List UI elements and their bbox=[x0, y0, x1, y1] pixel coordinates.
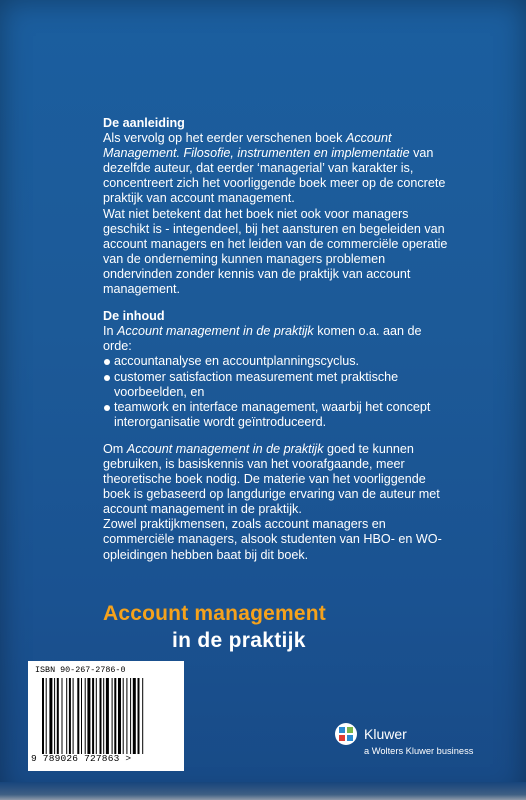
closing-paragraph-1 bbox=[103, 442, 449, 517]
inhoud-intro bbox=[103, 324, 449, 354]
aanleiding-p1-end: van dezelfde auteur, dat eerder ‘managerial’ van karakter is, concentreert zich het voorliggende boek meer op de concrete praktijk van account management. bbox=[103, 146, 446, 206]
list-item: accountanalyse en accountplanningscyclus. bbox=[103, 354, 449, 369]
closing-p1-end: goed te kunnen gebruiken, is basiskennis van het voorafgaande, meer theoretische boek nodig. De materie van het voorliggende boek is gebaseerd op langdurige ervaring van de auteur met account management in de praktijk. bbox=[103, 441, 440, 517]
barcode-icon bbox=[42, 678, 170, 754]
aanleiding-p1-start: Als vervolg op het eerder verschenen boek bbox=[103, 131, 343, 146]
heading-inhoud: De inhoud bbox=[103, 309, 165, 324]
publisher-name: Kluwer bbox=[364, 726, 407, 742]
publisher-tagline: a Wolters Kluwer business bbox=[364, 746, 474, 756]
closing-p1-start: Om bbox=[103, 441, 124, 456]
closing-paragraph-2: Zowel praktijkmensen, zoals account managers en commerciële managers, alsook studenten van HBO- en WO-opleidingen hebben baat bij dit boek. bbox=[103, 517, 442, 562]
wolters-kluwer-globe-icon bbox=[334, 722, 358, 746]
topics-list bbox=[103, 354, 449, 429]
isbn-text: ISBN 90-267-2786-0 bbox=[35, 665, 126, 675]
aanleiding-paragraph-2: Wat niet betekent dat het boek niet ook voor managers geschikt is - integendeel, bij het aansturen en begeleiden van account managers en het leiden van de commerciële operatie van de onderneming kunnen managers problemen ondervinden zonder kennis van de praktijk van account management. bbox=[103, 206, 448, 297]
inhoud-intro-start: In bbox=[103, 324, 114, 339]
blurb-text bbox=[103, 116, 449, 563]
book-title-line-2: in de praktijk bbox=[172, 629, 306, 652]
heading-aanleiding: De aanleiding bbox=[103, 116, 185, 130]
inhoud-intro-end: komen o.a. aan de orde: bbox=[103, 324, 422, 354]
previous-book-title: Account Management. Filosofie, instrumenten en implementatie bbox=[103, 131, 410, 161]
aanleiding-paragraph-1 bbox=[103, 131, 449, 206]
barcode-digits: 9 789026 727863 > bbox=[31, 753, 132, 764]
book-title-inline: Account management in de praktijk bbox=[126, 441, 324, 456]
barcode-label bbox=[28, 661, 184, 771]
book-title-line-1: Account management bbox=[103, 602, 326, 625]
publisher-logo bbox=[334, 722, 494, 762]
list-item: teamwork en interface management, waarbij het concept interorganisatie wordt geïntroduceerd. bbox=[103, 400, 449, 430]
book-title-inline: Account management in de praktijk bbox=[117, 324, 314, 339]
list-item: customer satisfaction measurement met praktische voorbeelden, en bbox=[103, 370, 449, 400]
